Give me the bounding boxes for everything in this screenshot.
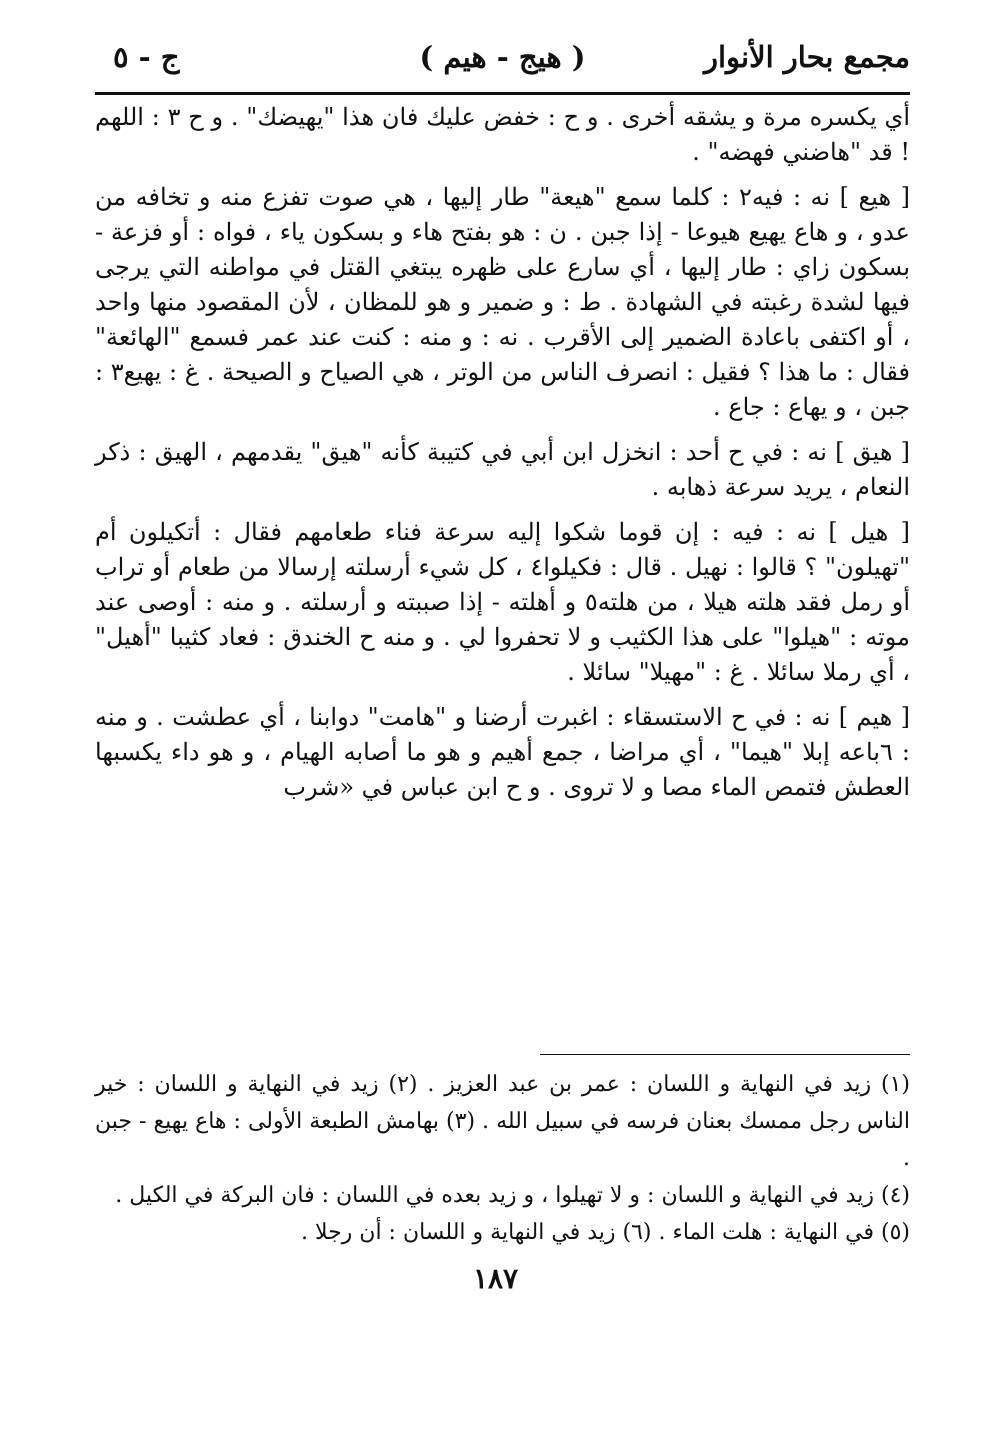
- book-title: مجمع بحار الأنوار: [704, 40, 910, 74]
- header-rule: [95, 92, 910, 95]
- footnote-line: (٥) في النهاية : هلت الماء . (٦) زيد في النهاية و اللسان : أن رجلا .: [300, 1220, 910, 1245]
- entry-haym: [ هيم ] نه : في ح الاستسقاء : اغبرت أرضنا و "هامت" دوابنا ، أي عطشت . و منه : ٦باعه إبلا "هيما" ، أي مراضا ، جمع أهيم و هو ما أصابه الهيام ، و هو داء يكسبها العطش فتمص الماء مصا و لا تروى . و ح ابن عباس في «شرب: [95, 703, 910, 801]
- footnote-rule: [540, 1054, 910, 1055]
- volume-label: ج - ٥: [113, 40, 180, 74]
- page-number: ١٨٧: [472, 1262, 519, 1295]
- paragraph-haydh-continued: أي يكسره مرة و يشقه أخرى . و ح : خفض عليك فان هذا "يهيضك" . و ح ٣ : اللهم ! قد "هاضني فهضه" .: [95, 103, 910, 166]
- section-heading: ( هيج - هيم ): [419, 40, 586, 74]
- entry-hayq: [ هيق ] نه : في ح أحد : انخزل ابن أبي في كتيبة كأنه "هيق" يقدمهم ، الهيق : ذكر النعام ، يريد سرعة ذهابه .: [95, 438, 910, 501]
- entry-hayl: [ هيل ] نه : فيه : إن قوما شكوا إليه سرعة فناء طعامهم فقال : أتكيلون أم "تهيلون" ؟ قالوا : نهيل . قال : فكيلوا٤ ، كل شيء أرسلته إرسالا من طعام أو تراب أو رمل فقد هلته هيلا ، من هلته٥ و أهلته - إذا صببته و أرسلته . و منه : أوصى عند موته : "هيلوا" على هذا الكثيب و لا تحفروا لي . و منه ح الخندق : فعاد كثيبا "أهيل" ، أي رملا سائلا . غ : "مهيلا" سائلا .: [95, 518, 911, 686]
- main-text: [95, 100, 910, 805]
- footnote-line: (٤) زيد في النهاية و اللسان : و لا تهيلوا ، و زيد بعده في اللسان : فان البركة في الكيل .: [115, 1183, 910, 1208]
- footnote-line: (١) زيد في النهاية و اللسان : عمر بن عبد العزيز . (٢) زيد في النهاية و اللسان : خير الناس رجل ممسك بعنان فرسه في سبيل الله . (٣) بهامش الطبعة الأولى : هاع يهيع - جبن .: [95, 1072, 911, 1171]
- entry-hay-a: [ هيع ] نه : فيه٢ : كلما سمع "هيعة" طار إليها ، هي صوت تفزع منه و تخافه من عدو ، و هاع يهيع هيوعا - إذا جبن . ن : هو بفتح هاء و بسكون ياء ، فواه : أو فزعة - بسكون زاي : طار إليها ، أي سارع على ظهره يبتغي القتل في مواطنه التي يرجى فيها لشدة رغبته في الشهادة . ط : و ضمير و هو للمظان ، لأن المقصود منها واحد ، أو اكتفى باعادة الضمير إلى الأقرب . نه : و منه : كنت عند عمر فسمع "الهائعة" فقال : ما هذا ؟ فقيل : انصرف الناس من الوتر ، هي الصياح و الصيحة . غ : يهيع٣ : جبن ، و يهاع : جاع .: [95, 183, 911, 421]
- page-header: [95, 40, 910, 90]
- footnotes: [95, 1066, 910, 1251]
